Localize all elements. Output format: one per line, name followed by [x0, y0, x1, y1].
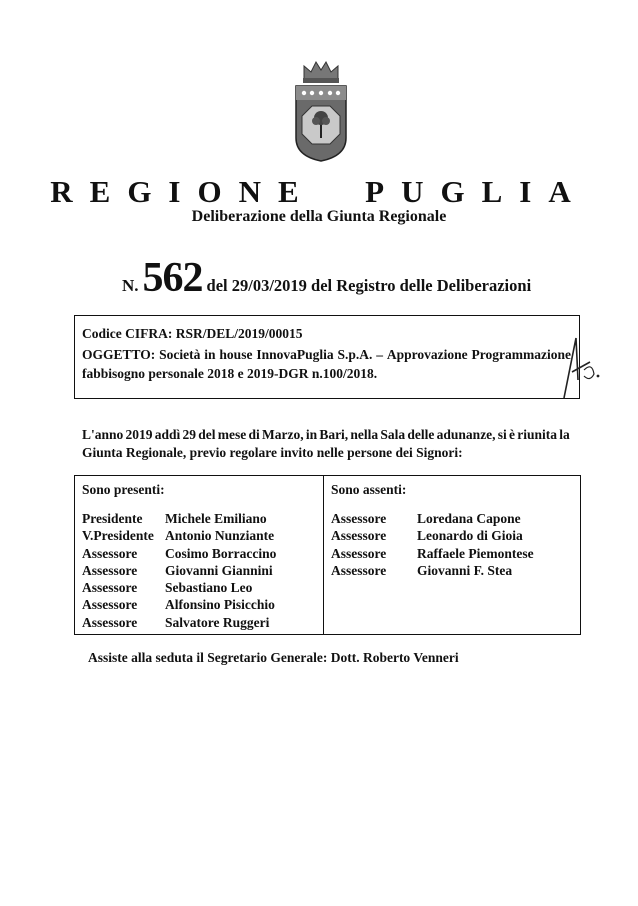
deliberation-number: 562 [142, 255, 203, 301]
present-name: Cosimo Borraccino [165, 545, 277, 561]
intro-word: è [509, 427, 516, 442]
intro-word: riunita [517, 427, 558, 442]
handwritten-initials-signature [560, 332, 604, 402]
intro-word: 2019 [125, 427, 153, 442]
oggetto-word: in [204, 347, 216, 362]
present-role: Assessore [82, 580, 138, 596]
intro-word: la [559, 427, 570, 442]
oggetto-word: Programmazione [471, 347, 571, 362]
oggetto-word: house [219, 347, 253, 362]
absent-name: Leonardo di Gioia [417, 528, 523, 544]
attendance-box [74, 475, 581, 635]
present-role: Assessore [82, 562, 138, 578]
intro-word: Marzo, [261, 427, 304, 442]
absent-role: Assessore [331, 511, 387, 526]
codice-cifra: Codice CIFRA: RSR/DEL/2019/00015 [82, 326, 303, 341]
absent-role: Assessore [331, 545, 387, 561]
intro-word: mese [217, 427, 247, 442]
intro-line-2: Giunta Regionale, previo regolare invito nelle persone dei Signori: [82, 445, 463, 460]
subject-box [74, 315, 580, 399]
oggetto-word: Società [159, 347, 201, 362]
oggetto-word: Approvazione [386, 347, 468, 362]
intro-word: adunanze, [436, 427, 496, 442]
secretary-line: Assiste alla seduta il Segretario Generale: Dott. Roberto Venneri [88, 650, 459, 665]
present-roles [82, 510, 154, 631]
oggetto-word: InnovaPuglia [256, 347, 334, 362]
oggetto-word: S.p.A. [337, 347, 373, 362]
deliberation-registry: del 29/03/2019 del Registro delle Deliberazioni [206, 276, 532, 295]
intro-word: del [198, 427, 216, 442]
present-role: Presidente [82, 511, 143, 526]
intro-word: addì [154, 427, 181, 442]
present-name: Giovanni Giannini [165, 562, 273, 578]
oggetto-line-2: fabbisogno personale 2018 e 2019-DGR n.100/2018. [82, 366, 378, 381]
absent-role: Assessore [331, 528, 387, 544]
number-prefix: N. [122, 276, 139, 295]
intro-word: delle [407, 427, 435, 442]
present-name: Sebastiano Leo [165, 580, 253, 596]
absent-names [417, 510, 534, 579]
present-name: Michele Emiliano [165, 511, 267, 526]
document-subtitle: Deliberazione della Giunta Regionale [191, 208, 447, 225]
deliberation-number-line [122, 254, 531, 302]
present-role: V.Presidente [82, 528, 154, 544]
oggetto-word: OGGETTO: [82, 347, 156, 362]
absent-role: Assessore [331, 562, 387, 578]
present-role: Assessore [82, 545, 138, 561]
absent-name: Raffaele Piemontese [417, 545, 534, 561]
region-title: REGIONE PUGLIA [50, 174, 588, 209]
present-role: Assessore [82, 614, 138, 630]
absent-name: Giovanni F. Stea [417, 562, 513, 578]
oggetto-word: – [376, 347, 383, 362]
intro-line-1 [82, 426, 570, 444]
absent-heading: Sono assenti: [331, 482, 407, 497]
column-divider [323, 476, 324, 634]
present-role: Assessore [82, 597, 138, 613]
intro-word: in [305, 427, 318, 442]
intro-paragraph [82, 426, 570, 462]
absent-roles [331, 510, 386, 579]
intro-word: di [248, 427, 260, 442]
present-name: Antonio Nunziante [165, 528, 275, 544]
intro-word: si [497, 427, 507, 442]
oggetto-line-1 [82, 347, 571, 363]
absent-name: Loredana Capone [417, 511, 521, 526]
intro-word: nella [350, 427, 379, 442]
present-name: Alfonsino Pisicchio [165, 597, 275, 613]
present-heading: Sono presenti: [82, 482, 165, 497]
intro-word: 29 [182, 427, 197, 442]
present-names [165, 510, 276, 631]
intro-word: Sala [380, 427, 406, 442]
region-crest-logo [290, 58, 352, 162]
intro-word: Bari, [319, 427, 349, 442]
intro-word: L'anno [82, 427, 124, 442]
present-name: Salvatore Ruggeri [165, 614, 270, 630]
